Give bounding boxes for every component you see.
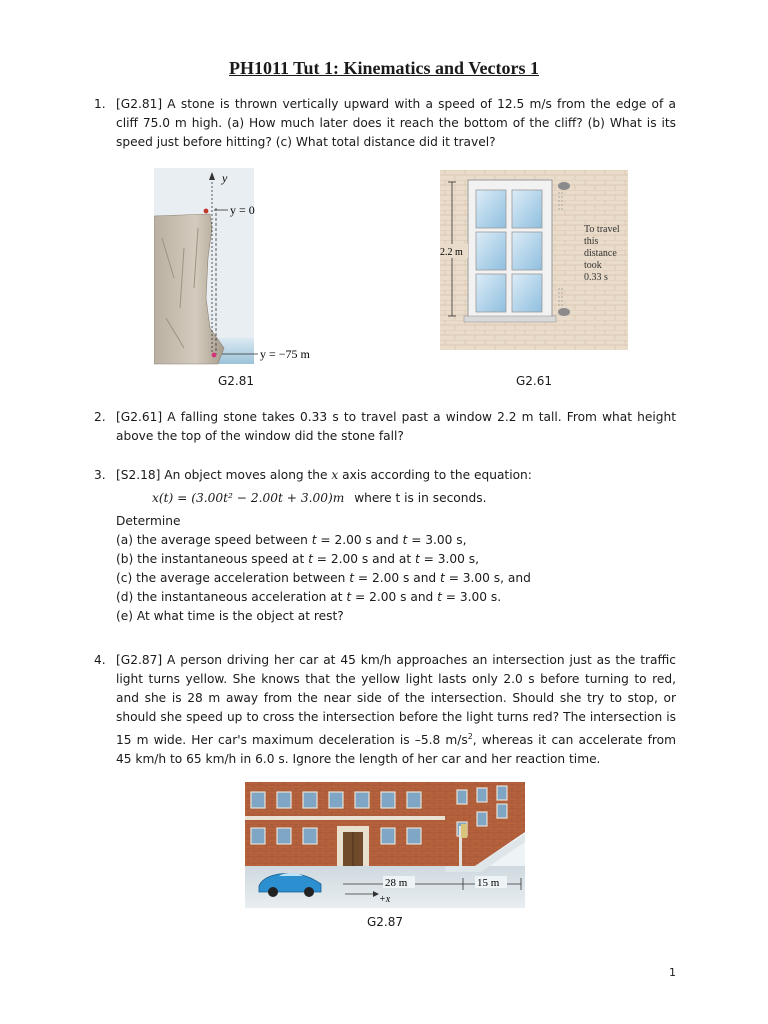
question-intro: [S2.18] An object moves along the x axis according to the equation:: [116, 468, 532, 482]
svg-text:this: this: [584, 236, 599, 247]
stone-bottom-icon: [558, 308, 570, 316]
bottom-label: y = −75 m: [260, 347, 310, 361]
y-axis-label: y: [222, 171, 228, 185]
figure-caption: G2.81: [218, 374, 255, 388]
question-number: 4.: [94, 653, 106, 667]
equation-note: where t is in seconds.: [354, 491, 487, 505]
distance-28-label: 28 m: [385, 877, 408, 889]
question-number: 3.: [94, 468, 106, 482]
superscript: 2: [467, 732, 473, 741]
part-a: (a) the average speed between t = 2.00 s and t = 3.00 s,: [116, 533, 467, 547]
x-axis-label: +x: [379, 894, 391, 905]
svg-text:took: took: [584, 260, 602, 271]
cliff-figure: [154, 168, 334, 368]
stone-marker: [212, 353, 217, 358]
part-e: (e) At what time is the object at rest?: [116, 609, 344, 623]
question-3: [94, 466, 676, 626]
question-2: [94, 408, 676, 446]
stone-top-icon: [558, 182, 570, 190]
part-d: (d) the instantaneous acceleration at t = 2.00 s and t = 3.00 s.: [116, 590, 502, 604]
question-text: [G2.61] A falling stone takes 0.33 s to travel past a window 2.2 m tall. From what height above the top of the window did the stone fall?: [116, 410, 676, 443]
equation: [116, 489, 676, 508]
window-figure: [440, 170, 628, 350]
distance-15-label: 15 m: [477, 877, 500, 889]
top-label: y = 0: [230, 203, 255, 217]
figure-caption: G2.87: [367, 915, 404, 929]
question-text-cont: , whereas it can accelerate from 45 km/h to 65 km/h in 6.0 s. Ignore the length of her car and her reaction time.: [116, 733, 676, 767]
page-number: 1: [669, 966, 676, 979]
question-1: [94, 95, 676, 152]
part-b: (b) the instantaneous speed at t = 2.00 s and at t = 3.00 s,: [116, 552, 480, 566]
question-number: 2.: [94, 410, 106, 424]
traffic-light-icon: [461, 824, 467, 838]
equation-formula: x(t) = (3.00t² − 2.00t + 3.00)m: [152, 491, 345, 505]
question-number: 1.: [94, 97, 106, 111]
question-4: [94, 651, 676, 769]
street-figure: [245, 782, 525, 908]
question-text: [G2.87] A person driving her car at 45 km/h approaches an intersection just as the traffic light turns yellow. She knows that the yellow light lasts only 2.0 s before turning to red, and she is 28 m away from the near side of the intersection. Should she try to stop, or should she speed up to cross the intersection before the light turns red? The intersection is 15 m wide. Her car's maximum deceleration is –5.8 m/s: [116, 653, 676, 748]
person-marker: [204, 209, 209, 214]
part-c: (c) the average acceleration between t = 2.00 s and t = 3.00 s, and: [116, 571, 531, 585]
svg-text:distance: distance: [584, 248, 617, 259]
figure-caption: G2.61: [516, 374, 553, 388]
svg-text:0.33 s: 0.33 s: [584, 272, 608, 283]
height-label: 2.2 m: [440, 247, 463, 258]
question-text: [G2.81] A stone is thrown vertically upward with a speed of 12.5 m/s from the edge of a cliff 75.0 m high. (a) How much later does it reach the bottom of the cliff? (b) What is its speed just before hitting? (c) What total distance did it travel?: [116, 97, 676, 149]
svg-text:To travel: To travel: [584, 224, 620, 235]
page-title: PH1011 Tut 1: Kinematics and Vectors 1: [228, 58, 540, 78]
determine-label: Determine: [116, 514, 181, 528]
